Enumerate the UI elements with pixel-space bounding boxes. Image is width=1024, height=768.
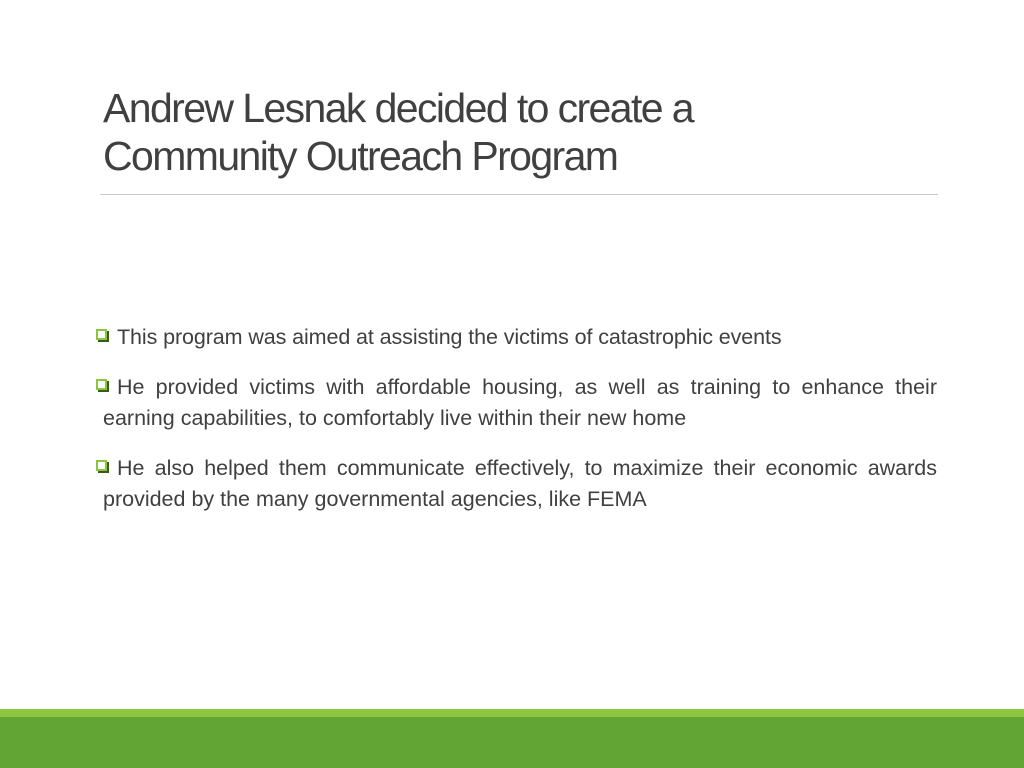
hollow-square-bullet-icon <box>96 329 107 340</box>
hollow-square-bullet-icon <box>96 460 107 471</box>
slide-title <box>103 84 933 180</box>
bullet-item-1 <box>90 322 937 353</box>
hollow-square-bullet-icon <box>96 379 107 390</box>
slide-title-line-2: Community Outreach Program <box>103 133 618 179</box>
bullet-item-2 <box>90 372 937 434</box>
bullet-item-1-text: This program was aimed at assisting the victims of catastrophic events <box>117 325 782 349</box>
bullet-item-2-text: He provided victims with affordable housing, as well as training to enhance their earning capabilities, to comfortably live within their new home <box>103 375 937 430</box>
bullet-item-3 <box>90 453 937 515</box>
slide-title-line-1: Andrew Lesnak decided to create a <box>103 85 693 131</box>
footer-band-light <box>0 709 1024 717</box>
bullet-item-3-text: He also helped them communicate effectively, to maximize their economic awards provided by the many governmental agencies, like FEMA <box>103 456 937 511</box>
footer-band-dark <box>0 717 1024 768</box>
bullet-list <box>90 322 937 534</box>
title-divider <box>100 194 938 195</box>
